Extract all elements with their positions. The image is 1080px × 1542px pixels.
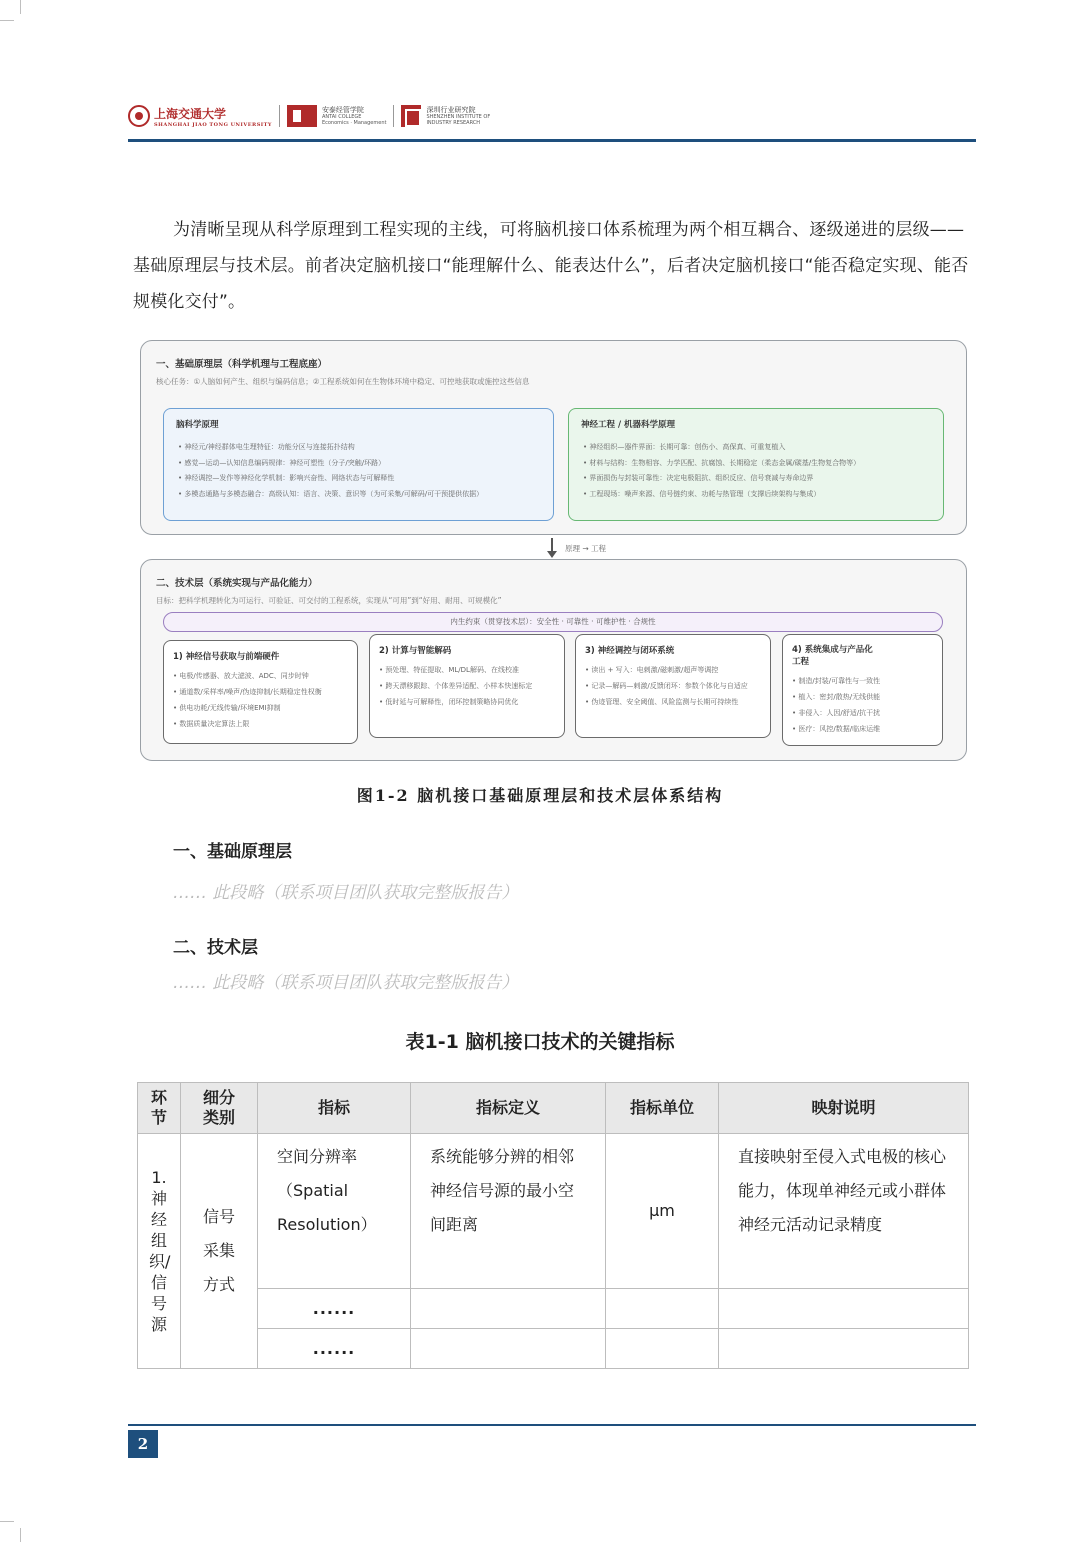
brain-science-box: [163, 408, 554, 521]
crop-mark: [0, 1521, 14, 1522]
neuromodulation-list: [585, 662, 748, 710]
unit-cell: [606, 1289, 719, 1329]
szir-logo-name: 深圳行业研究院: [426, 105, 476, 114]
sjtu-logo-en: SHANGHAI JIAO TONG UNIVERSITY: [154, 121, 272, 128]
antai-logo-name: 安泰经管学院: [321, 105, 364, 114]
list-item: • 数据质量决定算法上限: [173, 720, 250, 728]
figure-caption: 图1-2 脑机接口基础原理层和技术层体系结构: [356, 786, 724, 805]
list-item: • 植入：密封/散热/无线供能: [792, 693, 881, 701]
list-item: • 低时延与可解释性，闭环控制策略协同优化: [379, 698, 519, 706]
system-integration-box: [782, 634, 943, 746]
constraints-pill: 内生约束（贯穿技术层）：安全性 · 可靠性 · 可维护性 · 合规性: [163, 612, 943, 632]
down-arrow-icon: [547, 551, 557, 558]
indicator-cell: ......: [258, 1329, 411, 1369]
crop-mark: [20, 1528, 21, 1542]
computing-decoding-list: [379, 662, 532, 710]
neuromodulation-box: [575, 634, 771, 738]
header-cell: 细分类别: [181, 1083, 258, 1134]
stage-cell: 1.神经组织/信号源: [138, 1134, 181, 1369]
list-item: • 跨天漂移跟踪、个体差异适配、小样本快速标定: [379, 682, 533, 690]
mapping-cell: [719, 1289, 969, 1329]
signal-acquisition-box: [163, 640, 358, 744]
layer2-subtitle: 目标：把科学机理转化为可运行、可验证、可交付的工程系统，实现从“可用”到“好用、耐用、可规模化”: [156, 596, 502, 605]
table-row: [138, 1289, 969, 1329]
neuromodulation-title: 3) 神经调控与闭环系统: [585, 646, 675, 656]
list-item: • 神经元/神经群体电生理特征：功能分区与连接拓扑结构: [178, 443, 355, 451]
table-row: [138, 1329, 969, 1369]
neural-engineering-title: 神经工程 / 机器科学原理: [581, 420, 676, 430]
definition-cell: [411, 1329, 606, 1369]
crop-mark: [20, 0, 21, 14]
signal-acquisition-list: [173, 668, 322, 732]
szir-logo: [401, 102, 490, 130]
header-rule: [128, 139, 976, 142]
down-arrow-line: [551, 538, 553, 552]
definition-cell: 系统能够分辨的相邻神经信号源的最小空间距离: [411, 1134, 606, 1289]
sjtu-logo: [128, 102, 272, 130]
list-item: • 供电功耗/无线传输/环境EMI抑制: [173, 704, 281, 712]
system-integration-list: [792, 673, 880, 737]
brain-science-list: [178, 440, 483, 502]
antai-logo-en1: ANTAI COLLEGE: [321, 113, 362, 120]
unit-cell: [606, 1329, 719, 1369]
antai-logo-en2: Economics · Management: [321, 119, 387, 126]
list-item: • 记录—解码—刺激/反馈闭环：参数个体化与自适应: [585, 682, 748, 690]
list-item: • 神经调控—发作等神经化学机制：影响兴奋性、网络状态与可解释性: [178, 474, 395, 482]
list-item: • 通道数/采样率/噪声/伪迹抑制/长期稳定性权衡: [173, 688, 322, 696]
list-item: • 神经组织—器件界面：长期可靠：创伤小、高保真、可重复植入: [583, 443, 786, 451]
antai-mark-icon: [287, 105, 317, 127]
list-item: • 医疗：风控/数据/临床运维: [792, 725, 881, 733]
table-row: [138, 1134, 969, 1289]
section2-heading: 二、技术层: [173, 938, 258, 958]
list-item: • 制造/封装/可靠性与一致性: [792, 677, 881, 685]
footer-rule: [128, 1424, 976, 1426]
antai-logo: [287, 102, 387, 130]
crop-mark: [0, 20, 14, 21]
list-item: • 电极/传感器、放大滤波、ADC、同步时钟: [173, 672, 309, 680]
logo-divider: [393, 105, 394, 127]
table-title: 表1-1 脑机接口技术的关键指标: [405, 1031, 675, 1053]
layer1-subtitle: 核心任务：①人脑如何产生、组织与编码信息；②工程系统如何在生物体环境中稳定、可控地获取或施控这些信息: [156, 377, 530, 386]
list-item: • 读出 + 写入：电刺激/磁刺激/超声等调控: [585, 666, 719, 674]
neural-engineering-box: [568, 408, 944, 521]
page-header: [128, 100, 976, 132]
list-item: • 非侵入：人因/舒适/抗干扰: [792, 709, 881, 717]
list-item: • 界面损伤与封装可靠性：决定电极阻抗、组织反应、信号衰减与寿命边界: [583, 474, 814, 482]
metrics-table: [137, 1082, 969, 1369]
header-cell: 指标单位: [606, 1083, 719, 1134]
szir-mark-icon: [401, 105, 421, 127]
system-integration-title: [792, 644, 873, 668]
sjtu-seal-icon: [128, 105, 150, 127]
section1-heading: 一、基础原理层: [173, 842, 292, 862]
logo-divider: [279, 105, 280, 127]
intro-paragraph: 为清晰呈现从科学原理到工程实现的主线，可将脑机接口体系梳理为两个相互耦合、逐级递进的层级——基础原理层与技术层。前者决定脑机接口“能理解什么、能表达什么”，后者决定脑机接口“能否稳定实现、能否规模化交付”。: [133, 220, 969, 312]
table-header-row: [138, 1083, 969, 1134]
page-number: 2: [128, 1430, 158, 1458]
header-cell: 指标: [258, 1083, 411, 1134]
signal-acquisition-title: 1) 神经信号获取与前端硬件: [173, 652, 280, 662]
computing-decoding-box: [369, 634, 565, 738]
computing-decoding-title: 2) 计算与智能解码: [379, 646, 452, 656]
list-item: • 预处理、特征提取、ML/DL解码、在线校准: [379, 666, 519, 674]
brain-science-title: 脑科学原理: [176, 420, 219, 430]
list-item: • 伪迹管理、安全阈值、风险监测与长期可持续性: [585, 698, 739, 706]
list-item: • 材料与结构：生物相容、力学匹配、抗腐蚀、长期稳定（柔态金属/碳基/生物复合物等）: [583, 458, 861, 467]
system-integration-title-line2: 工程: [792, 657, 810, 667]
section1-omitted-note: …… 此段略（联系项目团队获取完整版报告）: [173, 883, 519, 903]
arrow-label: 原理 → 工程: [565, 544, 607, 553]
list-item: • 感觉—运动—认知信息编码规律：神经可塑性（分子/突触/环路）: [178, 458, 386, 467]
layer1-title: 一、基础原理层（科学机理与工程底座）: [156, 359, 328, 370]
definition-cell: [411, 1289, 606, 1329]
szir-logo-en2: INDUSTRY RESEARCH: [426, 119, 481, 126]
header-cell: 指标定义: [411, 1083, 606, 1134]
header-cell: 环节: [138, 1083, 181, 1134]
layer2-title: 二、技术层（系统实现与产品化能力）: [156, 578, 318, 589]
list-item: • 工程现场：噪声来源、信号链约束、功耗与热管理（支撑后续架构与集成）: [583, 489, 821, 498]
neural-engineering-list: [583, 440, 860, 502]
mapping-cell: [719, 1329, 969, 1369]
header-cell: 映射说明: [719, 1083, 969, 1134]
sjtu-logo-name: 上海交通大学: [154, 106, 227, 121]
subcategory-cell: 信号采集方式: [181, 1134, 258, 1369]
indicator-cell: ......: [258, 1289, 411, 1329]
list-item: • 多模态通路与多模态融合：高级认知：语言、决策、意识等（为可采集/可解码/可干预提供依据）: [178, 489, 484, 498]
szir-logo-en1: SHENZHEN INSTITUTE OF: [426, 113, 491, 120]
system-integration-title-line1: 4) 系统集成与产品化: [792, 645, 873, 655]
mapping-cell: 直接映射至侵入式电极的核心能力，体现单神经元或小群体神经元活动记录精度: [719, 1134, 969, 1289]
section2-omitted-note: …… 此段略（联系项目团队获取完整版报告）: [173, 973, 519, 993]
indicator-cell: 空间分辨率（Spatial Resolution）: [258, 1134, 411, 1289]
basic-principle-layer-panel: [140, 340, 967, 535]
unit-cell: μm: [606, 1134, 719, 1289]
